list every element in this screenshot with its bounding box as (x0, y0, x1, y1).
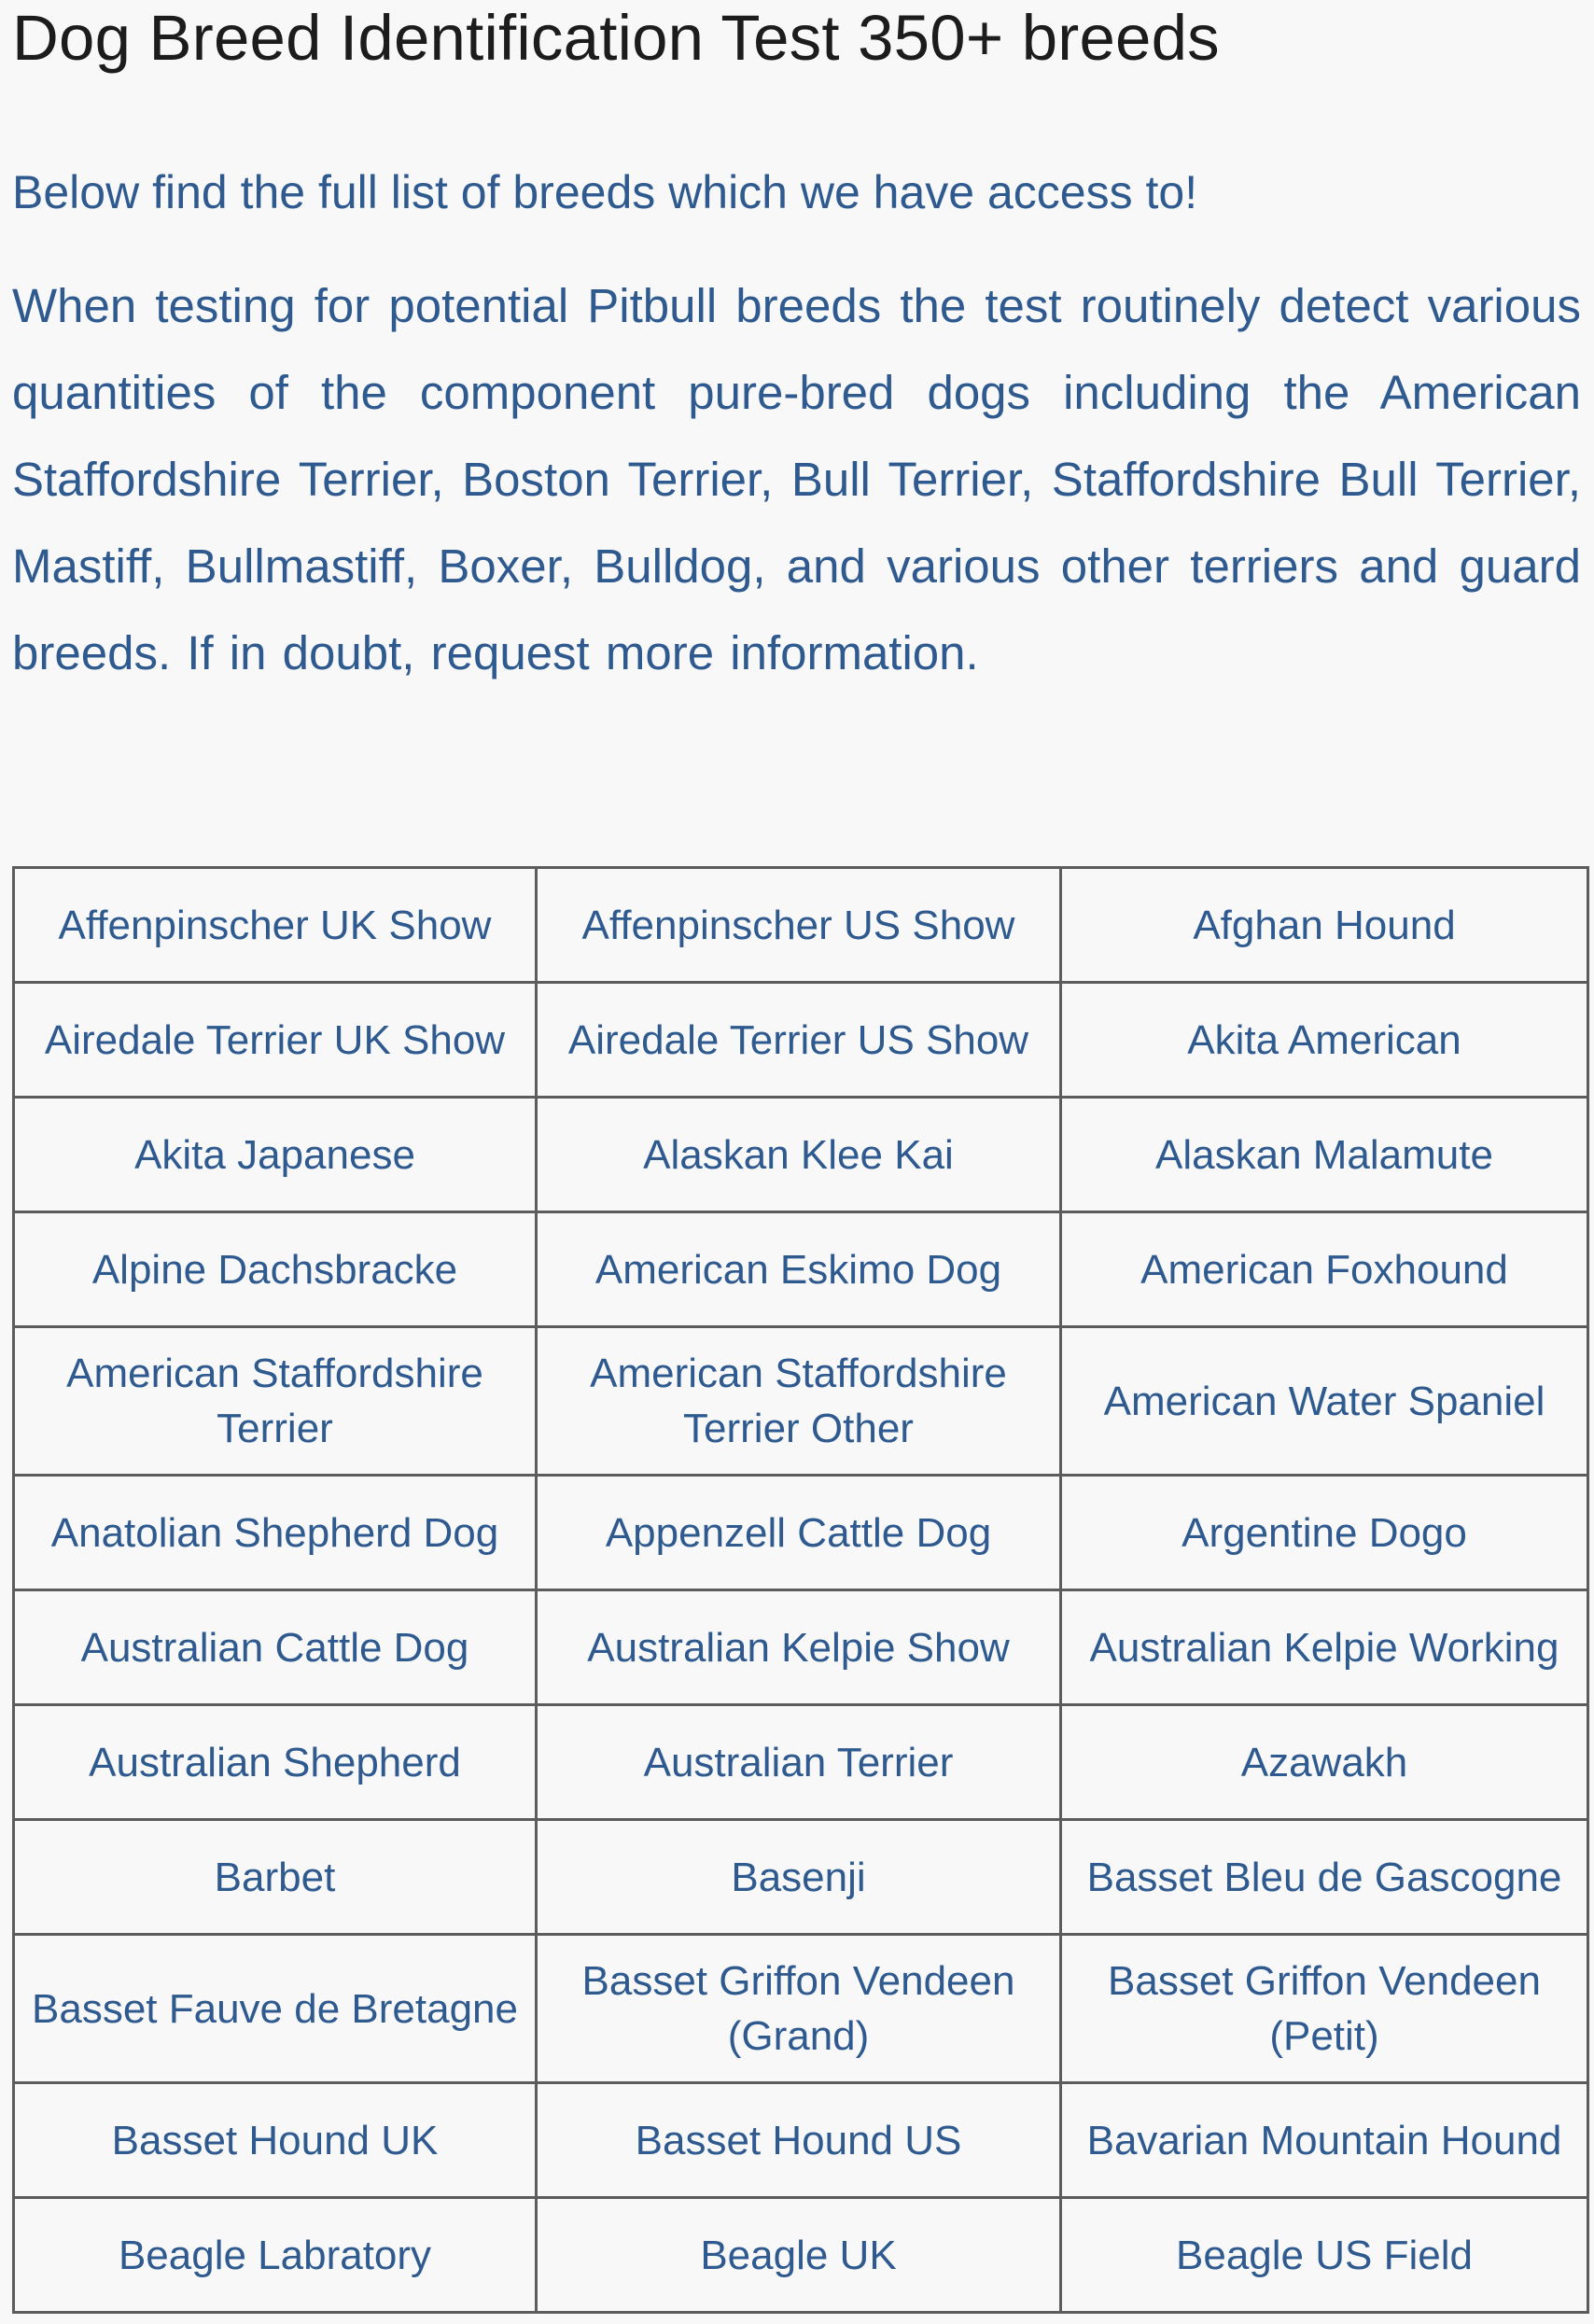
breed-cell: Basset Hound UK (14, 2083, 537, 2198)
breed-cell: Basenji (537, 1820, 1061, 1935)
breed-cell: Basset Hound US (537, 2083, 1061, 2198)
breed-cell: American Foxhound (1061, 1212, 1588, 1327)
table-row (14, 2198, 1588, 2313)
table-row (14, 983, 1588, 1098)
breed-cell: Basset Fauve de Bretagne (14, 1935, 537, 2083)
table-row (14, 1098, 1588, 1212)
intro-text: Below find the full list of breeds which we have access to! (12, 166, 1198, 218)
breed-cell: Alaskan Klee Kai (537, 1098, 1061, 1212)
table-row (14, 1820, 1588, 1935)
breed-cell: Beagle Labratory (14, 2198, 537, 2313)
breed-cell: American Eskimo Dog (537, 1212, 1061, 1327)
breed-cell: Azawakh (1061, 1705, 1588, 1820)
breed-cell: Affenpinscher US Show (537, 868, 1061, 983)
page-title: Dog Breed Identification Test 350+ breeds (12, 2, 1220, 74)
breed-cell: Barbet (14, 1820, 537, 1935)
breed-cell: Australian Kelpie Working (1061, 1590, 1588, 1705)
breed-cell: American Staffordshire Terrier (14, 1327, 537, 1476)
table-row (14, 1212, 1588, 1327)
breed-cell: Affenpinscher UK Show (14, 868, 537, 983)
breeds-table (12, 866, 1589, 2314)
breed-cell: Beagle UK (537, 2198, 1061, 2313)
breed-cell: Australian Terrier (537, 1705, 1061, 1820)
breed-cell: Basset Griffon Vendeen (Grand) (537, 1935, 1061, 2083)
table-row (14, 1590, 1588, 1705)
breed-cell: Airedale Terrier US Show (537, 983, 1061, 1098)
breed-cell: Beagle US Field (1061, 2198, 1588, 2313)
table-row (14, 2083, 1588, 2198)
table-row (14, 868, 1588, 983)
breed-cell: Alpine Dachsbracke (14, 1212, 537, 1327)
breed-cell: Australian Kelpie Show (537, 1590, 1061, 1705)
table-row (14, 1327, 1588, 1476)
breed-cell: Akita Japanese (14, 1098, 537, 1212)
breed-cell: Anatolian Shepherd Dog (14, 1476, 537, 1590)
breed-cell: American Staffordshire Terrier Other (537, 1327, 1061, 1476)
table-row (14, 1705, 1588, 1820)
breed-cell: Basset Bleu de Gascogne (1061, 1820, 1588, 1935)
pitbull-info-paragraph: When testing for potential Pitbull breeds the test routinely detect various quantities of the component pure-bred dogs including the American Staffordshire Terrier, Boston Terrier, Bull Terrier, Staffordshire Bull Terrier, Mastiff, Bullmastiff, Boxer, Bulldog, and various other terriers and guard breeds. If in doubt, request more information. (12, 279, 1581, 679)
breed-cell: American Water Spaniel (1061, 1327, 1588, 1476)
breed-cell: Basset Griffon Vendeen (Petit) (1061, 1935, 1588, 2083)
breed-cell: Appenzell Cattle Dog (537, 1476, 1061, 1590)
table-row (14, 1476, 1588, 1590)
breed-cell: Australian Shepherd (14, 1705, 537, 1820)
breed-cell: Australian Cattle Dog (14, 1590, 537, 1705)
breed-cell: Akita American (1061, 983, 1588, 1098)
breed-cell: Bavarian Mountain Hound (1061, 2083, 1588, 2198)
table-row (14, 1935, 1588, 2083)
breed-cell: Airedale Terrier UK Show (14, 983, 537, 1098)
breed-cell: Alaskan Malamute (1061, 1098, 1588, 1212)
breed-cell: Argentine Dogo (1061, 1476, 1588, 1590)
breed-cell: Afghan Hound (1061, 868, 1588, 983)
